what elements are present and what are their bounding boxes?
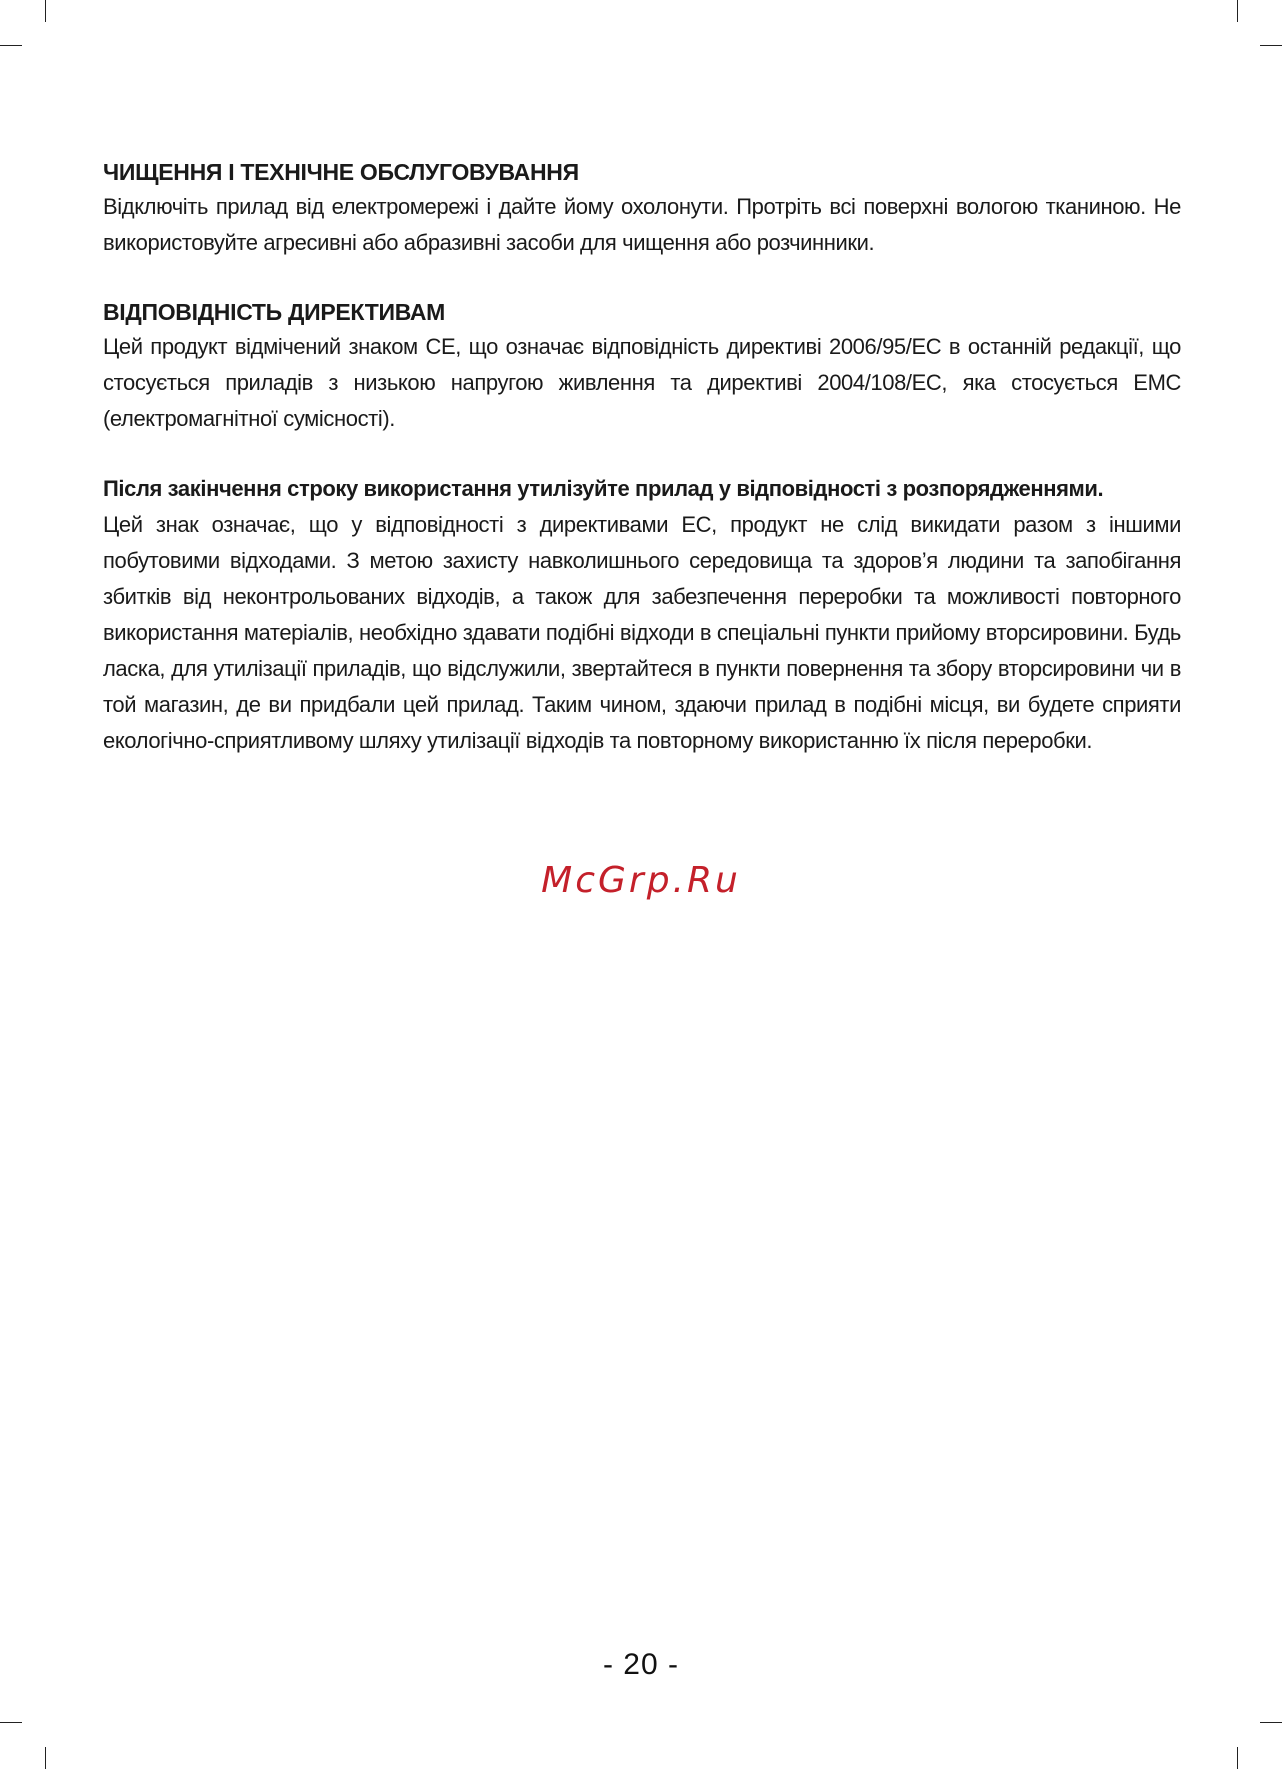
section-heading-directives: ВІДПОВІДНІСТЬ ДИРЕКТИВАМ: [103, 299, 446, 325]
section-directives: [103, 295, 1181, 437]
section-heading-cleaning: ЧИЩЕННЯ І ТЕХНІЧНЕ ОБСЛУГОВУВАННЯ: [103, 159, 579, 185]
crop-mark-top-left-v: [45, 0, 46, 22]
section-cleaning: [103, 155, 1181, 261]
section-text-cleaning: Відключіть прилад від електромережі і дайте йому охолонути. Протріть всі поверхні вологою тканиною. Не використовуйте агресивні або абразивні засоби для чищення або розчинники.: [103, 194, 1181, 255]
document-body: [103, 155, 1181, 793]
crop-mark-top-right-v: [1237, 0, 1238, 22]
section-disposal: [103, 471, 1181, 759]
crop-mark-bottom-left-v: [45, 1747, 46, 1769]
section-heading-disposal: Після закінчення строку використання утилізуйте прилад у відповідності з розпорядженнями.: [103, 476, 1104, 501]
page-number: - 20 -: [602, 1648, 680, 1681]
crop-mark-top-right-h: [1260, 45, 1282, 46]
crop-mark-top-left-h: [0, 45, 22, 46]
watermark-logo: McGrp.Ru: [541, 860, 741, 901]
crop-mark-bottom-left-h: [0, 1722, 22, 1723]
section-text-directives: Цей продукт відмічений знаком CE, що означає відповідність директиві 2006/95/EC в останній редакції, що стосується приладів з низькою напругою живлення та директиві 2004/108/EC, яка стосується EMC (електромагнітної сумісності).: [103, 334, 1181, 431]
section-text-disposal: Цей знак означає, що у відповідності з директивами ЕС, продукт не слід викидати разом з іншими побутовими відходами. З метою захисту навколишнього середовища та здоров’я людини та запобігання збитків від неконтрольованих відходів, а також для забезпечення переробки та можливості повторного використання матеріалів, необхідно здавати подібні відходи в спеціальні пункти прийому вторсировини. Будь ласка, для утилізації приладів, що відслужили, звертайтеся в пункти повернення та збору вторсировини чи в той магазин, де ви придбали цей прилад. Таким чином, здаючи прилад в подібні місця, ви будете сприяти екологічно-сприятливому шляху утилізації відходів та повторному використанню їх після переробки.: [103, 512, 1181, 753]
crop-mark-bottom-right-h: [1260, 1722, 1282, 1723]
crop-mark-bottom-right-v: [1237, 1747, 1238, 1769]
